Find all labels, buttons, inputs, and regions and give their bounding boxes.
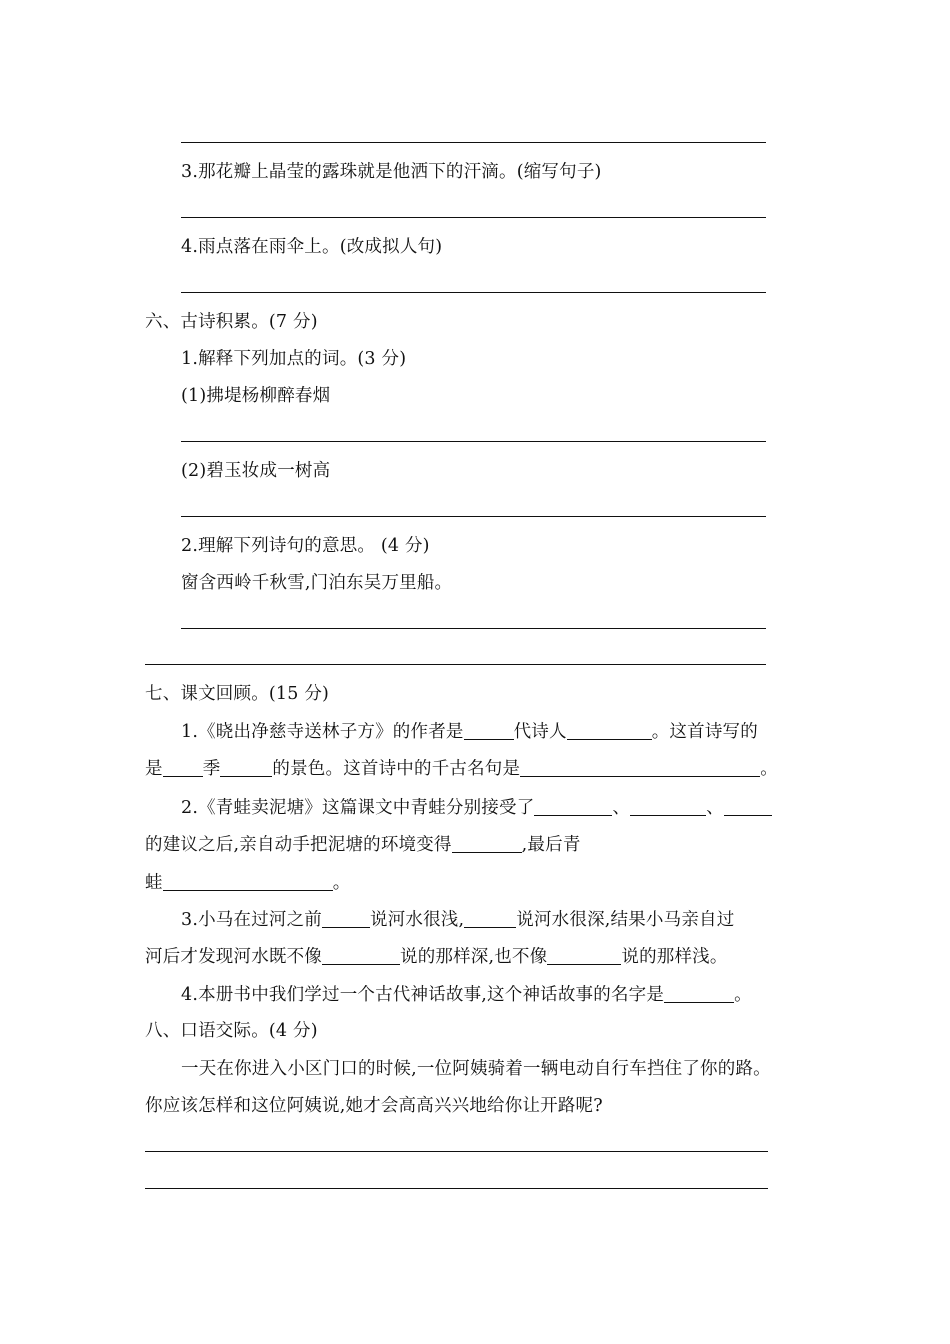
fill-blank[interactable] bbox=[664, 985, 734, 1003]
text: 季 bbox=[202, 759, 221, 779]
text: 、 bbox=[612, 798, 631, 818]
answer-line[interactable] bbox=[181, 441, 766, 442]
question-7-4 bbox=[181, 983, 752, 1007]
question-5-3: 3.那花瓣上晶莹的露珠就是他洒下的汗滴。(缩写句子) bbox=[181, 162, 602, 182]
question-7-3-line1 bbox=[181, 908, 734, 932]
question-6-1-b: (2)碧玉妆成一树高 bbox=[181, 461, 331, 481]
text: 的建议之后,亲自动手把泥塘的环境变得 bbox=[145, 835, 452, 855]
answer-line[interactable] bbox=[181, 217, 766, 218]
section-8-heading: 八、口语交际。(4 分) bbox=[145, 1021, 318, 1041]
section-6-heading: 六、古诗积累。(7 分) bbox=[145, 312, 318, 332]
answer-line[interactable] bbox=[181, 516, 766, 517]
answer-line[interactable] bbox=[145, 1188, 768, 1189]
fill-blank[interactable] bbox=[724, 798, 772, 816]
answer-line[interactable] bbox=[181, 628, 766, 629]
section-7-heading: 七、课文回顾。(15 分) bbox=[145, 684, 330, 704]
fill-blank[interactable] bbox=[464, 910, 516, 928]
text: 3.小马在过河之前 bbox=[181, 910, 322, 930]
text: 。 bbox=[760, 759, 778, 779]
question-6-1: 1.解释下列加点的词。(3 分) bbox=[181, 349, 407, 369]
fill-blank[interactable] bbox=[163, 759, 203, 777]
fill-blank[interactable] bbox=[322, 910, 370, 928]
question-7-2-line3 bbox=[145, 871, 350, 895]
text: 说河水很浅, bbox=[370, 910, 465, 930]
answer-line[interactable] bbox=[181, 292, 766, 293]
fill-blank[interactable] bbox=[452, 835, 522, 853]
answer-line[interactable] bbox=[181, 142, 766, 143]
fill-blank[interactable] bbox=[220, 759, 272, 777]
section-8-body-line2: 你应该怎样和这位阿姨说,她才会高高兴兴地给你让开路呢? bbox=[145, 1096, 603, 1116]
fill-blank[interactable] bbox=[520, 759, 760, 777]
text: 代诗人 bbox=[513, 722, 567, 742]
text: 的景色。这首诗中的千古名句是 bbox=[272, 759, 521, 779]
text: 。 bbox=[332, 873, 351, 893]
fill-blank[interactable] bbox=[630, 798, 706, 816]
section-8-body-line1: 一天在你进入小区门口的时候,一位阿姨骑着一辆电动自行车挡住了你的路。 bbox=[181, 1059, 771, 1079]
question-7-3-line2 bbox=[145, 945, 728, 969]
fill-blank[interactable] bbox=[547, 947, 621, 965]
question-7-2-line2 bbox=[145, 833, 581, 857]
question-7-2-line1 bbox=[181, 796, 772, 820]
question-6-2: 2.理解下列诗句的意思。 (4 分) bbox=[181, 536, 430, 556]
fill-blank[interactable] bbox=[534, 798, 612, 816]
question-7-1-line2 bbox=[145, 757, 778, 781]
text: 4.本册书中我们学过一个古代神话故事,这个神话故事的名字是 bbox=[181, 985, 665, 1005]
text: 说的那样深,也不像 bbox=[400, 947, 548, 967]
text: 、 bbox=[706, 798, 724, 818]
text: 说的那样浅。 bbox=[621, 947, 728, 967]
poem-line: 窗含西岭千秋雪,门泊东吴万里船。 bbox=[181, 573, 453, 593]
fill-blank[interactable] bbox=[464, 722, 514, 740]
text: 说河水很深,结果小马亲自过 bbox=[516, 910, 735, 930]
text: ,最后青 bbox=[521, 835, 581, 855]
text: 河后才发现河水既不像 bbox=[145, 947, 322, 967]
fill-blank[interactable] bbox=[163, 873, 333, 891]
answer-line[interactable] bbox=[145, 1151, 768, 1152]
fill-blank[interactable] bbox=[322, 947, 400, 965]
text: 2.《青蛙卖泥塘》这篇课文中青蛙分别接受了 bbox=[181, 798, 535, 818]
text: 是 bbox=[145, 759, 163, 779]
fill-blank[interactable] bbox=[567, 722, 652, 740]
text: 1.《晓出净慈寺送林子方》的作者是 bbox=[181, 722, 464, 742]
question-7-1-line1 bbox=[181, 720, 758, 744]
text: 。这首诗写的 bbox=[651, 722, 758, 742]
question-6-1-a: (1)拂堤杨柳醉春烟 bbox=[181, 386, 331, 406]
question-5-4: 4.雨点落在雨伞上。(改成拟人句) bbox=[181, 237, 443, 257]
text: 。 bbox=[734, 985, 752, 1005]
text: 蛙 bbox=[145, 873, 163, 893]
answer-line[interactable] bbox=[145, 664, 766, 665]
